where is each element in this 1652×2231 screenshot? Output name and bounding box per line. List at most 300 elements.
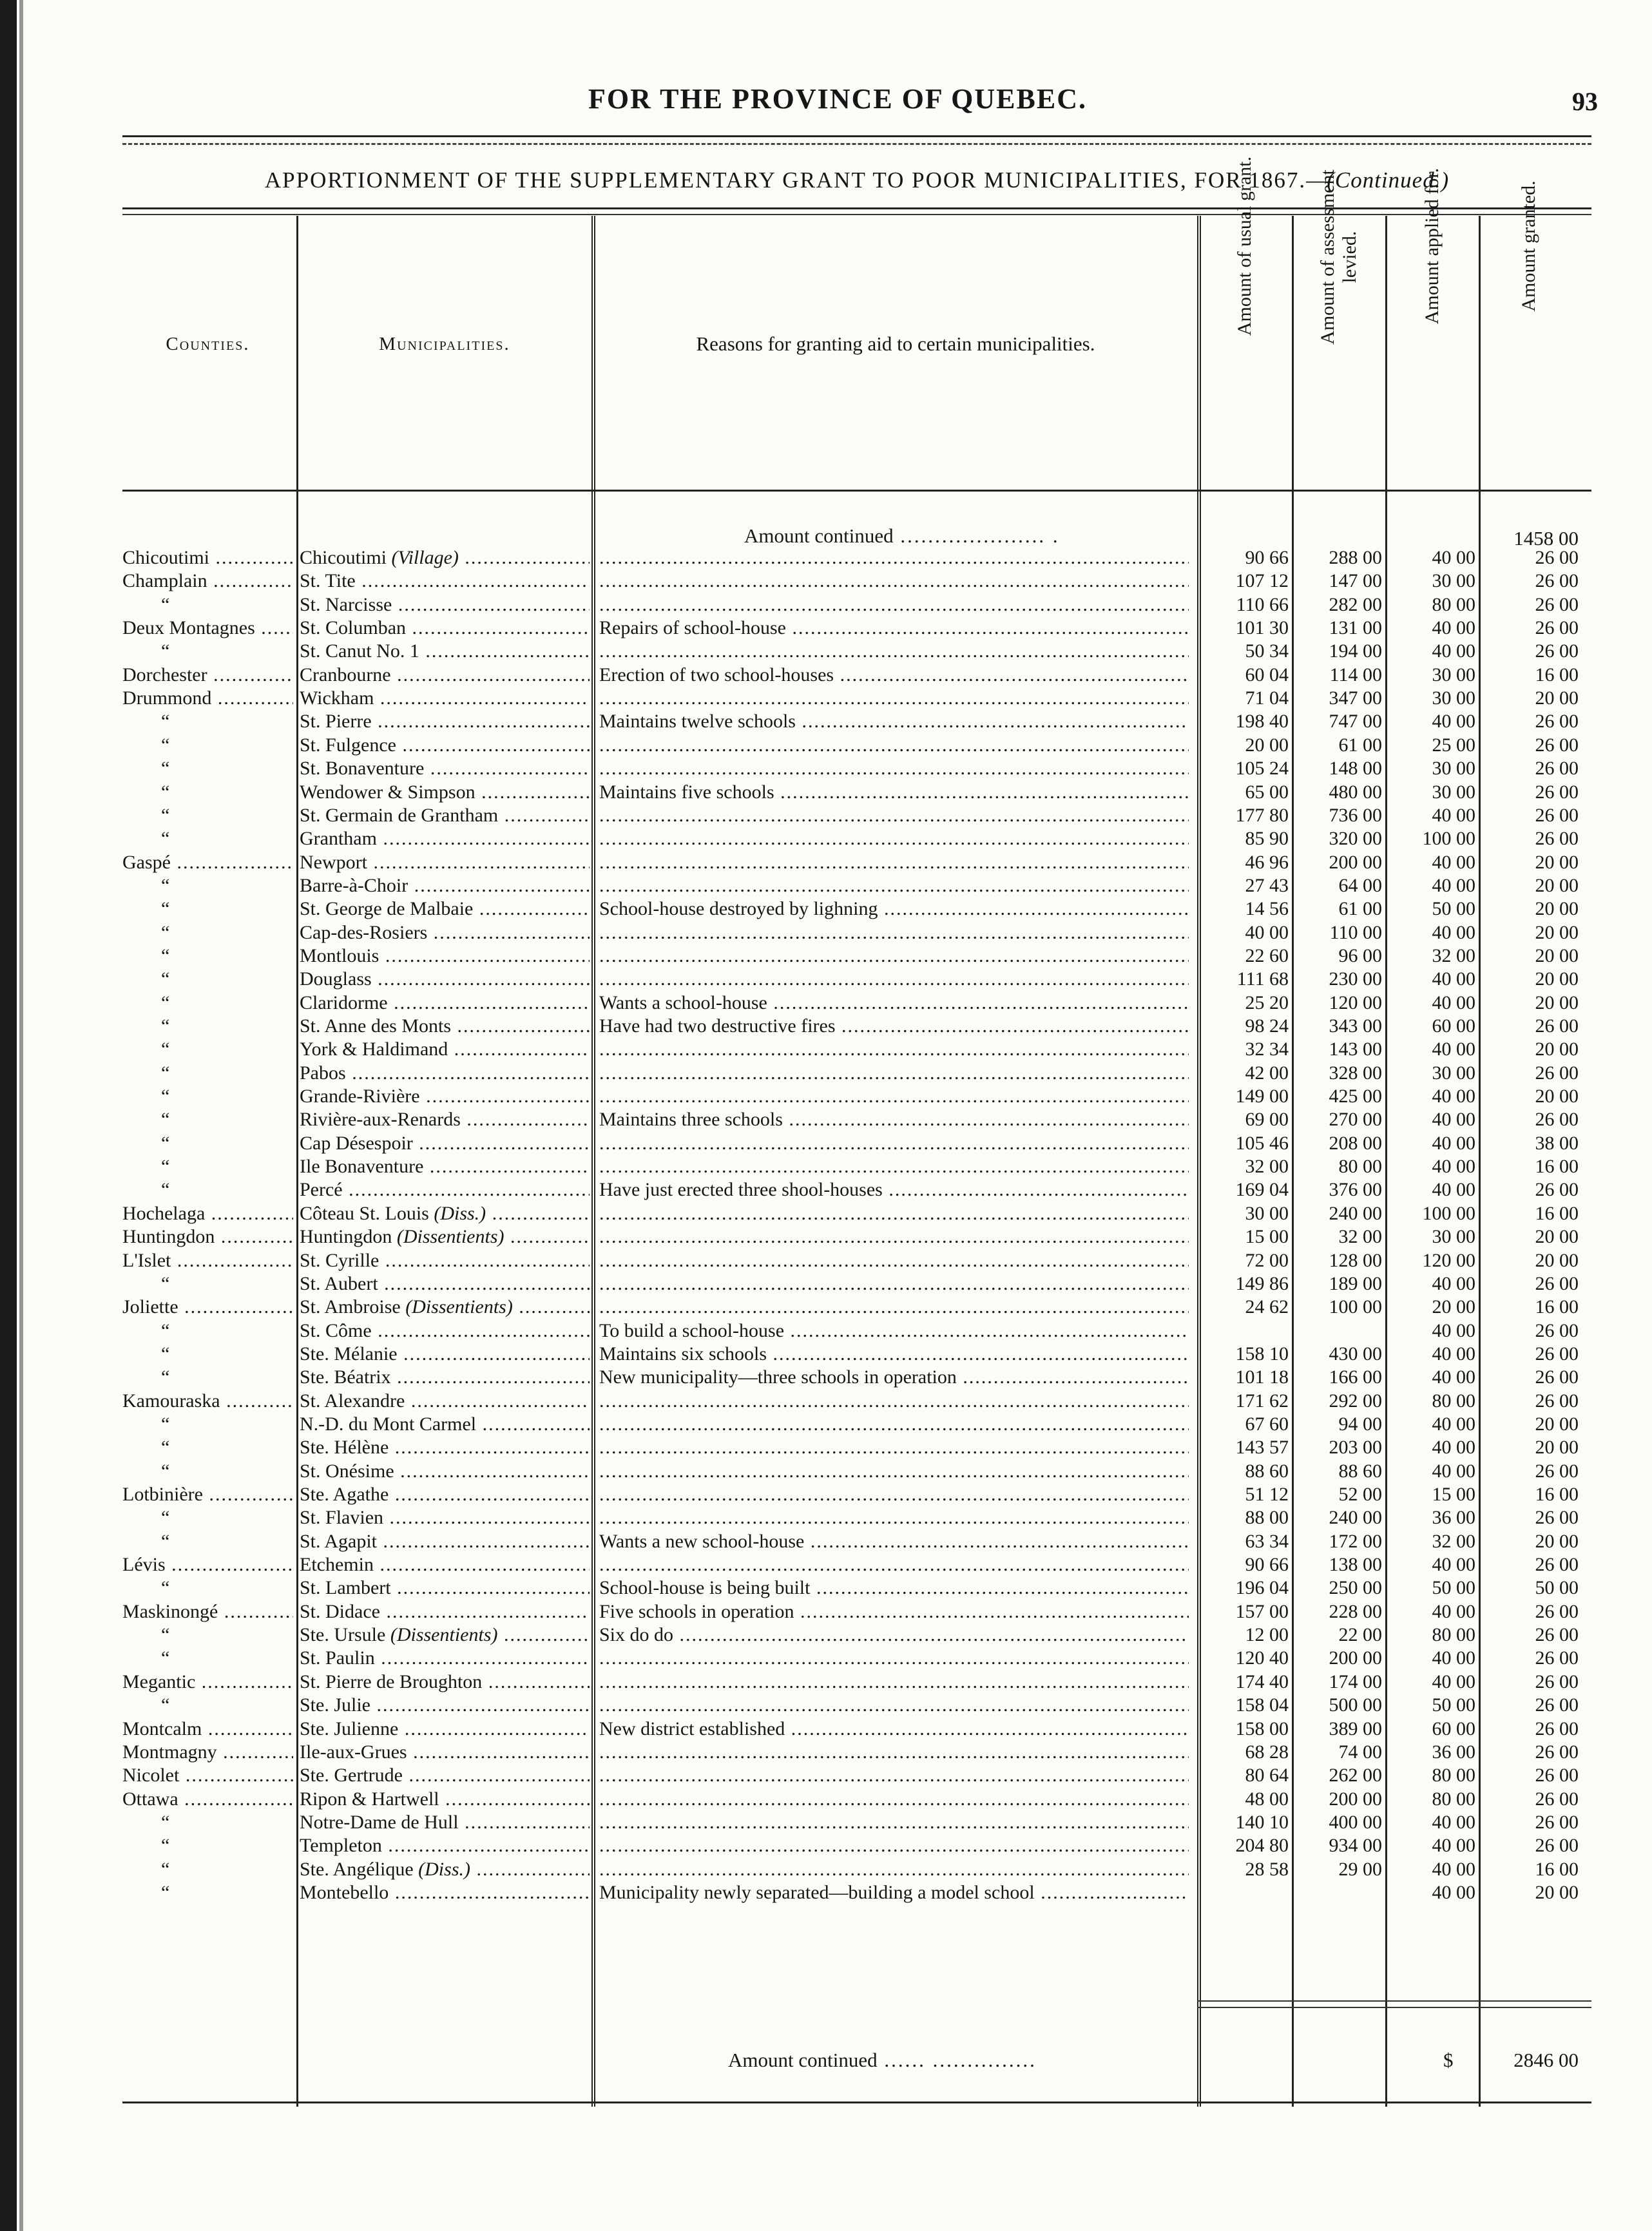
cell-municipality-text: St. Paulin	[300, 1647, 375, 1669]
cell-assessment: 376 00	[1329, 1179, 1382, 1201]
cell-usual-grant: 42 00	[1245, 1062, 1289, 1084]
table-row	[0, 1811, 1652, 1834]
cell-granted: 26 00	[1535, 1788, 1579, 1810]
cell-reason	[599, 1296, 1189, 1319]
col-header-reasons: Reasons for granting aid to certain municipalities.	[696, 332, 1095, 355]
cell-assessment: 22 00	[1338, 1624, 1382, 1646]
cell-granted: 50 00	[1535, 1577, 1579, 1599]
table-row	[0, 1062, 1652, 1085]
cell-municipality-text: St. Alexandre	[300, 1390, 405, 1412]
cell-municipality-text: Ile-aux-Grues	[300, 1741, 407, 1763]
cell-usual-grant: 51 12	[1245, 1484, 1289, 1505]
cell-granted: 26 00	[1535, 1109, 1579, 1131]
cell-usual-grant: 22 60	[1245, 944, 1289, 966]
cell-county-text: “	[161, 1319, 170, 1341]
cell-county-text: “	[161, 804, 170, 826]
cell-granted: 26 00	[1535, 1647, 1579, 1669]
cell-reason	[599, 1788, 1189, 1811]
cell-county-text: Megantic	[122, 1671, 196, 1692]
cell-assessment: 347 00	[1329, 687, 1382, 709]
cell-municipality-text: Ste. Agathe	[300, 1484, 389, 1505]
cell-granted: 38 00	[1535, 1132, 1579, 1154]
cell-granted: 26 00	[1535, 547, 1579, 568]
cell-usual-grant: 110 66	[1236, 593, 1289, 615]
col-header-municipalities: Municipalities.	[379, 334, 510, 354]
cell-applied: 60 00	[1432, 1718, 1475, 1739]
cell-county-text: “	[161, 1156, 170, 1178]
cell-assessment: 425 00	[1329, 1086, 1382, 1107]
cell-applied: 40 00	[1432, 1460, 1475, 1482]
cell-granted: 26 00	[1535, 1390, 1579, 1412]
cell-municipality-text: Cranbourne	[300, 664, 391, 685]
cell-assessment: 389 00	[1329, 1718, 1382, 1739]
cell-granted: 20 00	[1535, 1413, 1579, 1435]
cell-reason	[599, 1553, 1189, 1576]
cell-county	[122, 1225, 293, 1249]
table-row	[0, 1015, 1652, 1038]
table-row	[0, 1085, 1652, 1108]
cell-usual-grant: 28 58	[1245, 1858, 1289, 1880]
cell-applied: 80 00	[1432, 1624, 1475, 1646]
table-row	[0, 1530, 1652, 1553]
amount-continued-bottom-value: 2846 00	[1513, 2049, 1579, 2071]
cell-applied: 40 00	[1432, 547, 1475, 568]
cell-reason-text: New district established	[599, 1718, 785, 1739]
cell-municipality-text: Chicoutimi (Village)	[300, 547, 459, 568]
cell-usual-grant: 80 64	[1245, 1765, 1289, 1786]
cell-usual-grant: 140 10	[1235, 1811, 1289, 1833]
cell-assessment: 282 00	[1329, 593, 1382, 615]
cell-reason	[599, 1390, 1189, 1413]
cell-assessment: 128 00	[1329, 1249, 1382, 1271]
cell-municipality-text: Rivière-aux-Renards	[300, 1109, 461, 1131]
cell-municipality	[300, 1764, 590, 1787]
header-bottom-rule	[122, 490, 1591, 492]
cell-applied: 40 00	[1432, 1039, 1475, 1060]
cell-reason-text: Wants a new school-house	[599, 1530, 805, 1552]
cell-county-text: “	[161, 898, 170, 920]
cell-applied: 40 00	[1432, 874, 1475, 896]
cell-granted: 20 00	[1535, 991, 1579, 1013]
col-header-usual-grant: Amount of usual grant.	[1234, 156, 1255, 336]
cell-municipality-text: St. George de Malbaie	[300, 898, 474, 920]
cell-reason	[599, 640, 1189, 663]
cell-reason	[599, 1272, 1189, 1296]
table-row	[0, 1038, 1652, 1061]
cell-municipality-text: St. Onésime	[300, 1460, 394, 1482]
cell-municipality-text: St. Pierre de Broughton	[300, 1671, 483, 1692]
cell-assessment: 480 00	[1329, 781, 1382, 803]
table-row	[0, 1178, 1652, 1202]
cell-reason	[599, 1155, 1189, 1178]
table-row	[0, 991, 1652, 1015]
cell-usual-grant: 40 00	[1245, 921, 1289, 943]
table-caption-text: APPORTIONMENT OF THE SUPPLEMENTARY GRANT TO POOR MUNICIPALITIES, FOR 1867.	[264, 168, 1307, 193]
cell-county	[122, 1296, 293, 1319]
cell-reason	[599, 757, 1189, 780]
cell-county-text: Lotbinière	[122, 1484, 203, 1505]
cell-reason-text: Maintains five schools	[599, 781, 774, 803]
cell-granted: 20 00	[1535, 898, 1579, 920]
cell-usual-grant: 105 24	[1235, 758, 1289, 780]
cell-municipality-text: St. Côme	[300, 1319, 372, 1341]
cell-municipality-text: St. Fulgence	[300, 734, 396, 756]
table-row	[0, 851, 1652, 874]
cell-assessment: 32 00	[1338, 1226, 1382, 1248]
cell-assessment: 131 00	[1329, 617, 1382, 639]
cell-municipality	[300, 1530, 590, 1553]
cell-county	[122, 1249, 293, 1272]
cell-reason	[599, 1225, 1189, 1249]
cell-reason-text: Six do do	[599, 1624, 674, 1646]
cell-county-text: “	[161, 1624, 170, 1646]
cell-applied: 100 00	[1422, 828, 1475, 850]
cell-municipality-text: St. Pierre	[300, 711, 372, 732]
cell-granted: 26 00	[1535, 1624, 1579, 1646]
cell-assessment: 110 00	[1329, 921, 1382, 943]
table-row	[0, 944, 1652, 968]
cell-usual-grant: 15 00	[1245, 1226, 1289, 1248]
cell-municipality	[300, 781, 590, 804]
cell-municipality	[300, 827, 590, 850]
cell-granted: 26 00	[1535, 1062, 1579, 1084]
cell-applied: 40 00	[1432, 1272, 1475, 1294]
cell-county-text: Kamouraska	[122, 1390, 220, 1412]
cell-applied: 50 00	[1432, 1694, 1475, 1716]
cell-municipality-text: Ste. Angélique (Diss.)	[300, 1858, 470, 1880]
cell-municipality	[300, 1296, 590, 1319]
cell-granted: 20 00	[1535, 874, 1579, 896]
table-row	[0, 1390, 1652, 1413]
cell-granted: 16 00	[1535, 1484, 1579, 1505]
cell-applied: 40 00	[1432, 1156, 1475, 1178]
table-row	[0, 1623, 1652, 1647]
cell-applied: 120 00	[1422, 1249, 1475, 1271]
table-row	[0, 968, 1652, 991]
cell-municipality	[300, 1202, 590, 1225]
cell-municipality-text: Wickham	[300, 687, 374, 709]
cell-municipality-text: Montebello	[300, 1881, 389, 1903]
cell-granted: 20 00	[1535, 1437, 1579, 1459]
cell-municipality-text: Côteau St. Louis (Diss.)	[300, 1202, 486, 1224]
table-row	[0, 757, 1652, 780]
cell-usual-grant: 158 10	[1235, 1343, 1289, 1364]
cell-usual-grant: 149 86	[1235, 1272, 1289, 1294]
cell-granted: 16 00	[1535, 1296, 1579, 1318]
cell-municipality	[300, 1015, 590, 1038]
table-row	[0, 1155, 1652, 1178]
cell-reason	[599, 1764, 1189, 1787]
table-row	[0, 710, 1652, 733]
cell-granted: 20 00	[1535, 851, 1579, 873]
cell-county-text: Drummond	[122, 687, 212, 709]
cell-reason-text: Maintains six schools	[599, 1343, 767, 1364]
cell-municipality	[300, 1811, 590, 1834]
table-row	[0, 1506, 1652, 1529]
cell-reason-text: New municipality—three schools in operation	[599, 1366, 957, 1388]
cell-assessment: 430 00	[1329, 1343, 1382, 1364]
cell-municipality	[300, 1788, 590, 1811]
cell-applied: 30 00	[1432, 1062, 1475, 1084]
cell-municipality	[300, 664, 590, 687]
cell-usual-grant: 14 56	[1245, 898, 1289, 920]
cell-assessment: 250 00	[1329, 1577, 1382, 1599]
cell-applied: 25 00	[1432, 734, 1475, 756]
cell-county-text: “	[161, 1109, 170, 1131]
col-header-applied: Amount applied for.	[1421, 168, 1443, 325]
cell-reason	[599, 827, 1189, 850]
amount-continued-bottom-label: Amount continued ...... ...............	[728, 2049, 1037, 2071]
cell-usual-grant: 157 00	[1235, 1600, 1289, 1622]
cell-municipality-text: Cap Désespoir	[300, 1132, 413, 1154]
cell-county-text: “	[161, 1343, 170, 1364]
cell-applied: 30 00	[1432, 1226, 1475, 1248]
cell-county-text: Champlain	[122, 570, 207, 592]
table-row	[0, 1366, 1652, 1389]
cell-granted: 26 00	[1535, 1600, 1579, 1622]
table-row	[0, 1249, 1652, 1272]
cell-municipality	[300, 1576, 590, 1600]
cell-reason	[599, 804, 1189, 827]
cell-granted: 26 00	[1535, 1671, 1579, 1692]
cell-municipality	[300, 757, 590, 780]
cell-county-text: “	[161, 1437, 170, 1459]
cell-usual-grant: 90 66	[1245, 1554, 1289, 1576]
cell-county-text: Dorchester	[122, 664, 207, 685]
cell-municipality-text: Douglass	[300, 968, 372, 990]
cell-municipality-text: St. Lambert	[300, 1577, 391, 1599]
cell-county-text: “	[161, 828, 170, 850]
cell-reason	[599, 1413, 1189, 1436]
cell-granted: 16 00	[1535, 664, 1579, 685]
cell-assessment: 148 00	[1329, 758, 1382, 780]
cell-assessment: 147 00	[1329, 570, 1382, 592]
totals-rule	[1197, 2000, 1591, 2002]
cell-county-text: Huntingdon	[122, 1226, 215, 1248]
cell-municipality-text: Ste. Julie	[300, 1694, 370, 1716]
table-row	[0, 1671, 1652, 1694]
cell-usual-grant: 143 57	[1235, 1437, 1289, 1459]
table-row	[0, 1881, 1652, 1904]
table-row	[0, 1108, 1652, 1131]
cell-county	[122, 1741, 293, 1764]
table-row	[0, 1272, 1652, 1296]
cell-granted: 26 00	[1535, 593, 1579, 615]
cell-reason	[599, 546, 1189, 570]
cell-reason-text: Wants a school-house	[599, 991, 767, 1013]
cell-reason	[599, 1881, 1189, 1904]
table-row	[0, 1788, 1652, 1811]
cell-assessment: 100 00	[1329, 1296, 1382, 1318]
cell-usual-grant: 98 24	[1245, 1015, 1289, 1037]
cell-reason	[599, 897, 1189, 921]
cell-applied: 40 00	[1432, 1366, 1475, 1388]
cell-assessment: 172 00	[1329, 1530, 1382, 1552]
cell-reason	[599, 1132, 1189, 1155]
cell-municipality	[300, 1343, 590, 1366]
cell-municipality-text: St. Canut No. 1	[300, 640, 419, 662]
cell-reason	[599, 851, 1189, 874]
cell-reason	[599, 1483, 1189, 1506]
cell-reason	[599, 1319, 1189, 1343]
cell-municipality-text: Ste. Béatrix	[300, 1366, 391, 1388]
cell-reason	[599, 1202, 1189, 1225]
cell-county-text: “	[161, 921, 170, 943]
cell-reason	[599, 1015, 1189, 1038]
cell-municipality	[300, 1390, 590, 1413]
col-header-counties: Counties.	[166, 334, 250, 354]
cell-assessment: 292 00	[1329, 1390, 1382, 1412]
cell-usual-grant: 120 40	[1235, 1647, 1289, 1669]
table-top-rule	[122, 207, 1591, 209]
cell-reason	[599, 593, 1189, 617]
cell-assessment: 29 00	[1338, 1858, 1382, 1880]
table-row	[0, 1319, 1652, 1343]
cell-assessment: 96 00	[1338, 944, 1382, 966]
cell-granted: 26 00	[1535, 617, 1579, 639]
cell-usual-grant: 105 46	[1235, 1132, 1289, 1154]
cell-municipality	[300, 593, 590, 617]
table-row	[0, 546, 1652, 570]
cell-county-text: “	[161, 1694, 170, 1716]
cell-assessment: 94 00	[1338, 1413, 1382, 1435]
cell-usual-grant: 149 00	[1235, 1086, 1289, 1107]
cell-municipality-text: Claridorme	[300, 991, 388, 1013]
cell-assessment: 343 00	[1329, 1015, 1382, 1037]
cell-municipality-text: St. Bonaventure	[300, 758, 425, 780]
cell-granted: 16 00	[1535, 1202, 1579, 1224]
cell-granted: 26 00	[1535, 1343, 1579, 1364]
cell-usual-grant: 111 68	[1236, 968, 1289, 990]
cell-usual-grant: 85 90	[1245, 828, 1289, 850]
cell-usual-grant: 32 00	[1245, 1156, 1289, 1178]
cell-reason	[599, 734, 1189, 757]
cell-reason	[599, 1858, 1189, 1881]
cell-county-text: “	[161, 1179, 170, 1201]
amount-continued-bottom-currency: $	[1443, 2049, 1454, 2071]
col-header-granted: Amount granted.	[1518, 180, 1539, 312]
cell-granted: 26 00	[1535, 1366, 1579, 1388]
cell-usual-grant: 48 00	[1245, 1788, 1289, 1810]
cell-applied: 40 00	[1432, 851, 1475, 873]
cell-municipality-text: Newport	[300, 851, 367, 873]
table-bottom-rule	[122, 2102, 1591, 2103]
cell-reason	[599, 710, 1189, 733]
cell-municipality-text: St. Didace	[300, 1600, 380, 1622]
cell-county-text: Montmagny	[122, 1741, 217, 1763]
cell-assessment: 328 00	[1329, 1062, 1382, 1084]
cell-county-text: “	[161, 1460, 170, 1482]
cell-applied: 80 00	[1432, 593, 1475, 615]
cell-reason	[599, 968, 1189, 991]
cell-usual-grant: 101 30	[1235, 617, 1289, 639]
cell-municipality	[300, 1413, 590, 1436]
cell-applied: 50 00	[1432, 1577, 1475, 1599]
cell-county	[122, 687, 293, 710]
cell-municipality	[300, 1132, 590, 1155]
table-row	[0, 617, 1652, 640]
table-row	[0, 1858, 1652, 1881]
cell-municipality	[300, 1155, 590, 1178]
cell-assessment: 194 00	[1329, 640, 1382, 662]
cell-usual-grant: 171 62	[1235, 1390, 1289, 1412]
cell-assessment: 240 00	[1329, 1202, 1382, 1224]
cell-county-text: “	[161, 1132, 170, 1154]
cell-municipality	[300, 1858, 590, 1881]
cell-usual-grant: 107 12	[1235, 570, 1289, 592]
amount-continued-top-value: 1458 00	[1513, 527, 1579, 550]
cell-municipality	[300, 1671, 590, 1694]
cell-municipality	[300, 921, 590, 944]
cell-granted: 26 00	[1535, 781, 1579, 803]
cell-county-text: “	[161, 991, 170, 1013]
table-row	[0, 1764, 1652, 1787]
cell-reason-text: Have had two destructive fires	[599, 1015, 836, 1037]
totals-rule-inner	[1197, 2007, 1591, 2008]
cell-county-text: “	[161, 1530, 170, 1552]
cell-reason	[599, 1834, 1189, 1857]
cell-municipality-text: St. Narcisse	[300, 593, 392, 615]
cell-county	[122, 1202, 293, 1225]
cell-applied: 40 00	[1432, 1881, 1475, 1903]
cell-granted: 26 00	[1535, 1835, 1579, 1857]
cell-municipality-text: Grande-Rivière	[300, 1086, 420, 1107]
cell-municipality-text: Etchemin	[300, 1554, 374, 1576]
cell-assessment: 166 00	[1329, 1366, 1382, 1388]
cell-assessment: 500 00	[1329, 1694, 1382, 1716]
table-row	[0, 1296, 1652, 1319]
cell-municipality	[300, 1834, 590, 1857]
table-row	[0, 1436, 1652, 1459]
cell-reason	[599, 1718, 1189, 1741]
cell-county-text: “	[161, 1272, 170, 1294]
cell-municipality-text: Percé	[300, 1179, 343, 1201]
table-row	[0, 1834, 1652, 1857]
cell-reason	[599, 1647, 1189, 1670]
cell-reason	[599, 1506, 1189, 1529]
cell-applied: 40 00	[1432, 804, 1475, 826]
cell-county-text: “	[161, 1039, 170, 1060]
cell-county	[122, 1390, 293, 1413]
cell-assessment: 120 00	[1329, 991, 1382, 1013]
cell-reason	[599, 1600, 1189, 1623]
cell-assessment: 747 00	[1329, 711, 1382, 732]
cell-municipality	[300, 804, 590, 827]
cell-granted: 26 00	[1535, 570, 1579, 592]
cell-granted: 26 00	[1535, 828, 1579, 850]
cell-granted: 26 00	[1535, 1811, 1579, 1833]
cell-municipality-text: St. Tite	[300, 570, 356, 592]
cell-municipality-text: Montlouis	[300, 944, 379, 966]
table-row	[0, 1694, 1652, 1717]
cell-granted: 26 00	[1535, 1554, 1579, 1576]
cell-usual-grant: 25 20	[1245, 991, 1289, 1013]
cell-municipality-text: Ste. Mélanie	[300, 1343, 398, 1364]
page-title: FOR THE PROVINCE OF QUEBEC.	[588, 83, 1087, 115]
cell-granted: 26 00	[1535, 640, 1579, 662]
cell-applied: 36 00	[1432, 1507, 1475, 1529]
cell-municipality-text: St. Columban	[300, 617, 407, 639]
cell-usual-grant: 46 96	[1245, 851, 1289, 873]
cell-granted: 26 00	[1535, 1765, 1579, 1786]
cell-applied: 32 00	[1432, 1530, 1475, 1552]
cell-applied: 40 00	[1432, 1109, 1475, 1131]
cell-county	[122, 1788, 293, 1811]
cell-municipality	[300, 617, 590, 640]
cell-applied: 40 00	[1432, 968, 1475, 990]
cell-municipality	[300, 1600, 590, 1623]
cell-county-text: “	[161, 874, 170, 896]
